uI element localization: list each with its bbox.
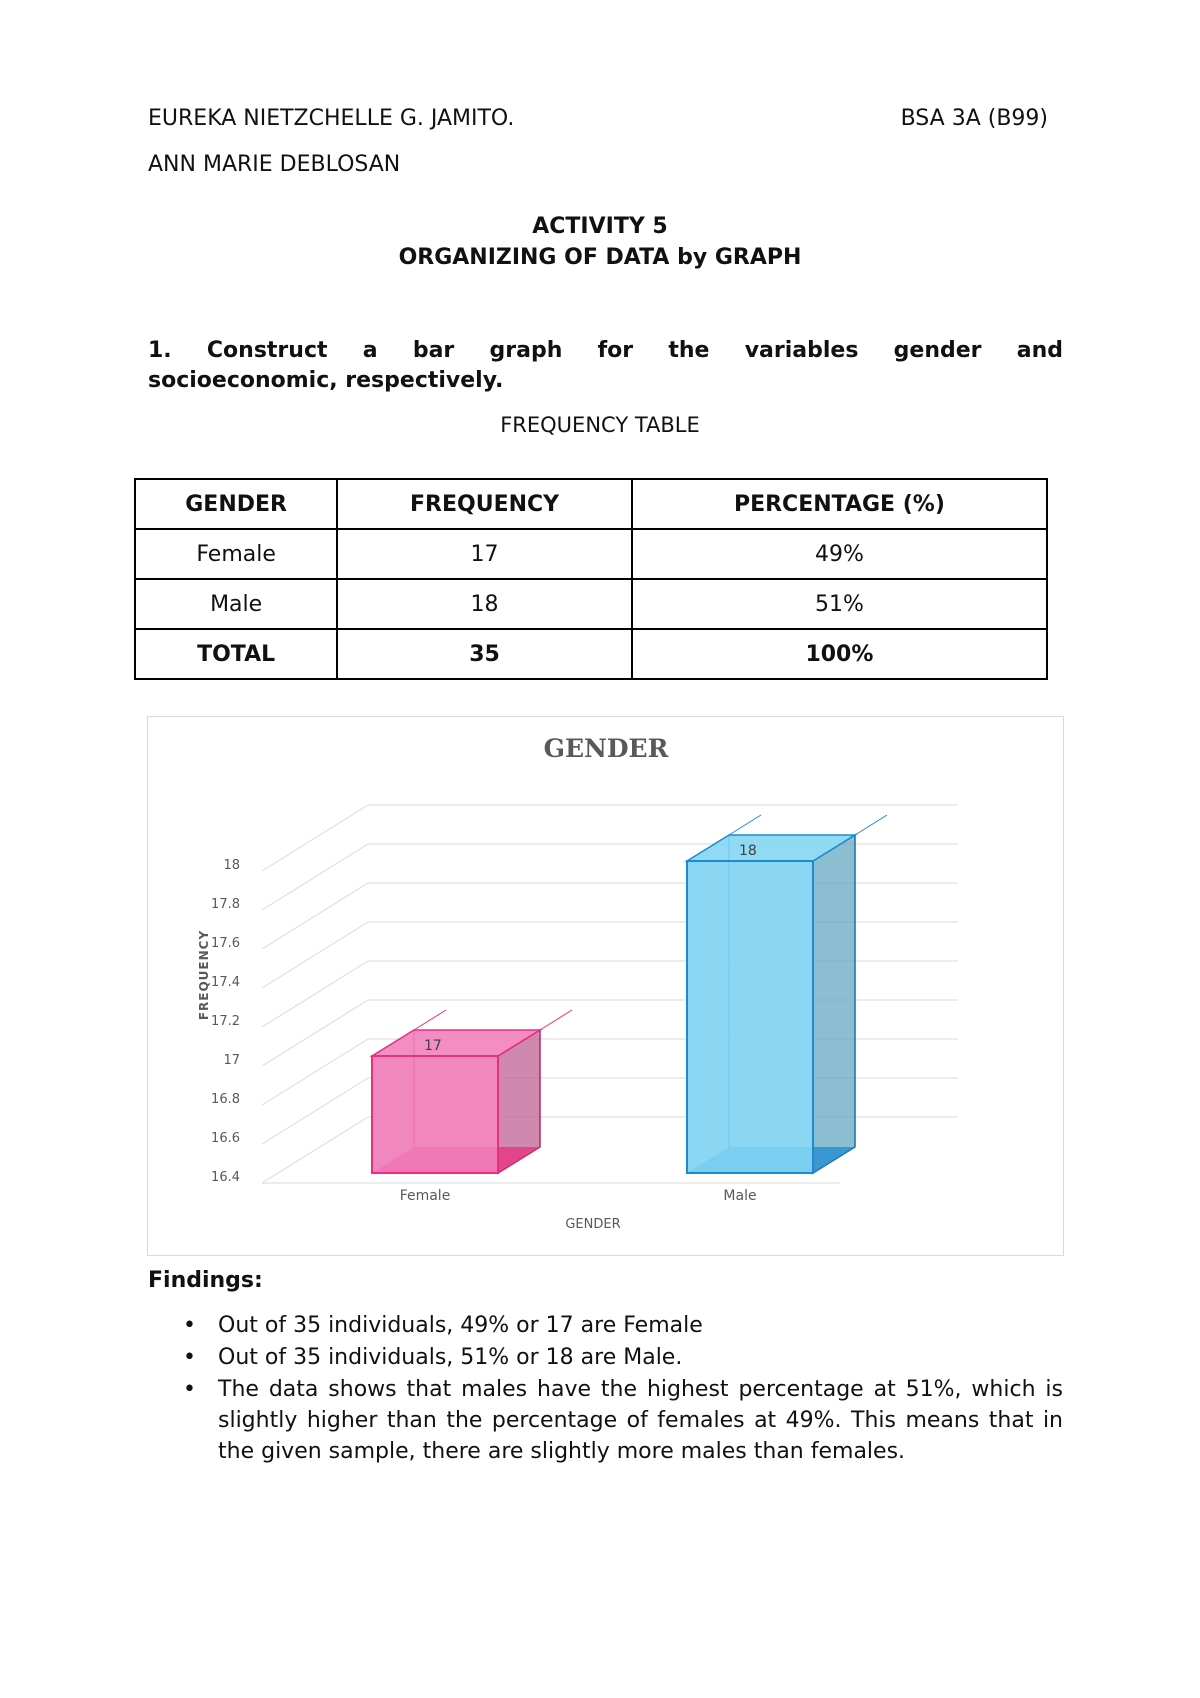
header-gender: GENDER bbox=[135, 479, 337, 529]
y-tick-label: 17.4 bbox=[211, 975, 240, 990]
y-tick-label: 17.6 bbox=[211, 936, 240, 951]
gridline-depth bbox=[262, 961, 368, 1027]
question-text bbox=[148, 336, 1063, 396]
table-cell: Male bbox=[135, 579, 337, 629]
chart-svg bbox=[148, 717, 1063, 1255]
x-tick-label: Male bbox=[723, 1188, 757, 1204]
chart-title: GENDER bbox=[543, 734, 669, 763]
table-cell: Female bbox=[135, 529, 337, 579]
y-tick-label: 16.6 bbox=[211, 1131, 240, 1146]
y-axis-title: FREQUENCY bbox=[197, 929, 211, 1021]
list-item bbox=[148, 1342, 1063, 1373]
list-item bbox=[148, 1374, 1063, 1467]
gridline-depth bbox=[262, 1117, 368, 1183]
table-cell: 49% bbox=[632, 529, 1047, 579]
table-cell: 18 bbox=[337, 579, 632, 629]
gridline-depth bbox=[262, 883, 368, 949]
total-label: TOTAL bbox=[135, 629, 337, 679]
y-tick-label: 18 bbox=[223, 858, 240, 873]
bar-leader-line bbox=[540, 1010, 572, 1030]
gridline-depth bbox=[262, 922, 368, 988]
list-item bbox=[148, 1310, 1063, 1341]
y-tick-label: 16.4 bbox=[211, 1170, 240, 1185]
bar-side bbox=[813, 835, 855, 1173]
findings-list bbox=[148, 1310, 1063, 1468]
question-line-1: 1. Construct a bar graph for the variables gender and bbox=[148, 338, 1063, 363]
data-label: 17 bbox=[424, 1038, 442, 1054]
gridline-depth bbox=[262, 1039, 368, 1105]
gridline-depth bbox=[262, 1078, 368, 1144]
gender-chart bbox=[147, 716, 1064, 1256]
y-tick-label: 17.8 bbox=[211, 897, 240, 912]
frequency-table bbox=[134, 478, 1048, 680]
table-row bbox=[135, 579, 1047, 629]
bar bbox=[372, 1056, 498, 1173]
y-tick-label: 16.8 bbox=[211, 1092, 240, 1107]
total-percentage: 100% bbox=[632, 629, 1047, 679]
header-frequency: FREQUENCY bbox=[337, 479, 632, 529]
student-name-2: ANN MARIE DEBLOSAN bbox=[148, 152, 401, 177]
bar-leader-line bbox=[414, 1010, 446, 1030]
gridline-depth bbox=[262, 1000, 368, 1066]
bullet: • bbox=[183, 1313, 196, 1338]
table-total-row bbox=[135, 629, 1047, 679]
table-header-row bbox=[135, 479, 1047, 529]
y-tick-label: 17 bbox=[223, 1053, 240, 1068]
x-axis-title: GENDER bbox=[565, 1217, 621, 1232]
total-frequency: 35 bbox=[337, 629, 632, 679]
table-row bbox=[135, 529, 1047, 579]
table-cell: 51% bbox=[632, 579, 1047, 629]
class-section: BSA 3A (B99) bbox=[900, 106, 1048, 131]
header-percentage: PERCENTAGE (%) bbox=[632, 479, 1047, 529]
student-name-1: EUREKA NIETZCHELLE G. JAMITO. bbox=[148, 106, 515, 131]
bar-leader-line bbox=[729, 815, 761, 835]
question-line-2: socioeconomic, respectively. bbox=[148, 368, 504, 393]
bar-leader-line bbox=[855, 815, 887, 835]
data-label: 18 bbox=[739, 843, 757, 859]
y-tick-label: 17.2 bbox=[211, 1014, 240, 1029]
gridline-depth bbox=[262, 844, 368, 910]
table-cell: 17 bbox=[337, 529, 632, 579]
finding-text: Out of 35 individuals, 51% or 18 are Male. bbox=[218, 1345, 683, 1370]
finding-text: Out of 35 individuals, 49% or 17 are Female bbox=[218, 1313, 703, 1338]
table-caption: FREQUENCY TABLE bbox=[500, 413, 700, 437]
bullet: • bbox=[183, 1345, 196, 1370]
activity-title: ACTIVITY 5 bbox=[532, 214, 668, 239]
x-tick-label: Female bbox=[399, 1188, 451, 1204]
findings-title: Findings: bbox=[148, 1268, 263, 1293]
finding-text: The data shows that males have the highest percentage at 51%, which is slightly higher than the percentage of females at 49%. This means that in the given sample, there are slightly more males than females. bbox=[218, 1377, 1063, 1464]
gridline-depth bbox=[262, 805, 368, 871]
activity-subtitle: ORGANIZING OF DATA by GRAPH bbox=[398, 245, 802, 270]
bar bbox=[687, 861, 813, 1173]
bullet: • bbox=[183, 1377, 196, 1402]
